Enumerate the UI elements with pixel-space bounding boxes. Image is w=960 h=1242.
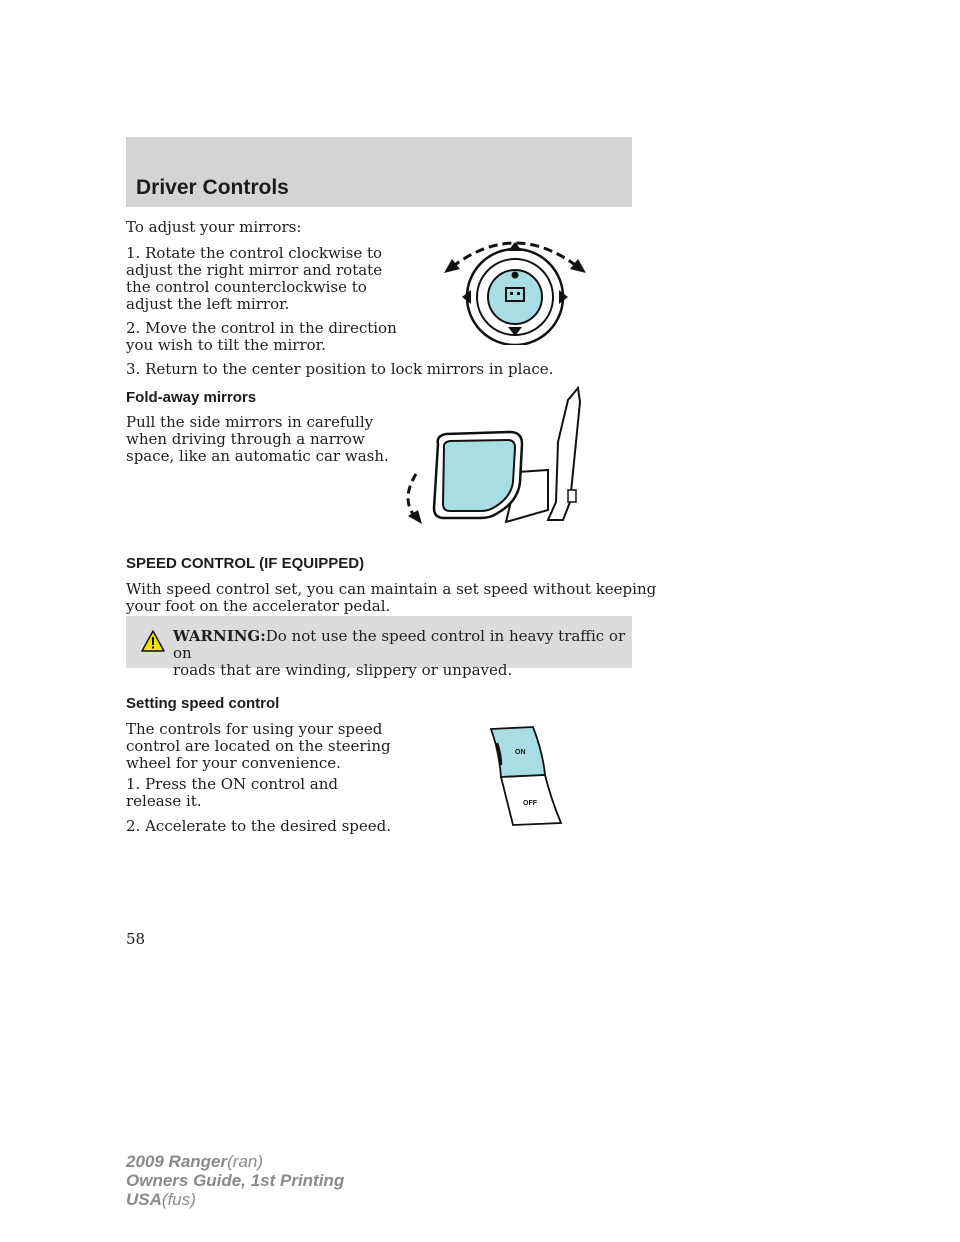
speed-control-heading: SPEED CONTROL (IF EQUIPPED) xyxy=(126,555,365,572)
mirrors-step3: 3. Return to the center position to lock mirrors in place. xyxy=(126,360,554,378)
setting-speed-heading: Setting speed control xyxy=(126,695,280,712)
text-line: release it. xyxy=(126,792,202,810)
footer-region: USA xyxy=(126,1190,162,1209)
text-line: Pull the side mirrors in carefully xyxy=(126,413,374,431)
foldaway-heading: Fold-away mirrors xyxy=(126,389,257,406)
on-off-switch-illustration xyxy=(485,725,570,830)
warning-text-first: Do not use the speed control in heavy traffic or on xyxy=(173,627,626,662)
switch-on-label: ON xyxy=(515,749,526,756)
text-line: wheel for your convenience. xyxy=(126,754,341,772)
foldaway-body xyxy=(126,414,389,465)
warning-box xyxy=(126,616,632,679)
text-line: space, like an automatic car wash. xyxy=(126,447,389,465)
warning-text xyxy=(173,628,628,679)
text-line: you wish to tilt the mirror. xyxy=(126,336,326,354)
text-line: your foot on the accelerator pedal. xyxy=(126,597,391,615)
text-line: control are located on the steering xyxy=(126,737,391,755)
page-number: 58 xyxy=(126,930,146,948)
text-line: 1. Rotate the control clockwise to xyxy=(126,244,383,262)
mirrors-step2 xyxy=(126,320,397,354)
footer-guide: Owners Guide, 1st Printing xyxy=(126,1171,345,1190)
warning-text-second: roads that are winding, slippery or unpaved. xyxy=(173,661,513,679)
text-line: when driving through a narrow xyxy=(126,430,365,448)
setting-speed-body xyxy=(126,721,391,772)
mirror-control-illustration xyxy=(440,225,590,345)
warning-triangle-icon xyxy=(141,630,165,652)
mirrors-step1 xyxy=(126,245,382,313)
section-header xyxy=(126,137,632,207)
speed-control-body xyxy=(126,581,656,615)
text-line: The controls for using your speed xyxy=(126,720,383,738)
switch-off-label: OFF xyxy=(523,800,537,807)
text-line: adjust the right mirror and rotate xyxy=(126,261,383,279)
publication-footer xyxy=(126,1152,344,1209)
text-line: adjust the left mirror. xyxy=(126,295,290,313)
setting-speed-step1 xyxy=(126,776,338,810)
section-title: Driver Controls xyxy=(136,176,289,199)
text-line: With speed control set, you can maintain a set speed without keeping xyxy=(126,580,657,598)
footer-region-code: (fus) xyxy=(161,1190,196,1209)
footer-model: 2009 Ranger xyxy=(126,1152,228,1171)
setting-speed-step2: 2. Accelerate to the desired speed. xyxy=(126,817,392,835)
text-line: the control counterclockwise to xyxy=(126,278,367,296)
warning-label: WARNING: xyxy=(173,627,266,645)
side-mirror-illustration xyxy=(398,382,588,532)
mirrors-intro: To adjust your mirrors: xyxy=(126,218,302,236)
footer-model-code: (ran) xyxy=(227,1152,264,1171)
text-line: 1. Press the ON control and xyxy=(126,775,338,793)
text-line: 2. Move the control in the direction xyxy=(126,319,397,337)
